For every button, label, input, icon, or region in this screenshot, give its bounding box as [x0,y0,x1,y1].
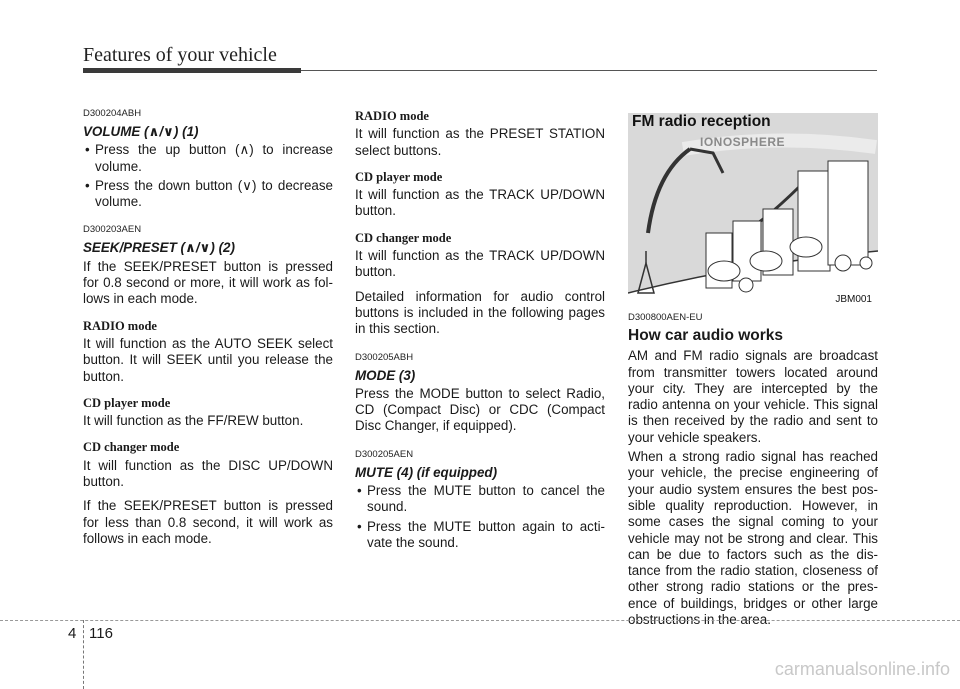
seek-short-press-text: If the SEEK/PRESET button is pressed for less than 0.8 second, it will work as follows in each mode. [83,498,333,546]
list-item: • Press the MUTE button again to acti-vate the sound. [355,519,605,552]
mode-heading: CD changer mode [83,440,180,455]
volume-list [83,142,333,210]
list-item: • Press the down button (∨) to decrease volume. [83,178,333,211]
cd-mode-text: It will function as the FF/REW button. [83,413,304,429]
cd-mode-text: It will function as the TRACK UP/DOWN button. [355,187,605,219]
section-code: D300800AEN-EU [628,312,703,323]
column-3 [628,312,878,628]
changer-mode-text: It will function as the DISC UP/DOWN button. [83,457,333,490]
info-text: Detailed information for audio control buttons is included in the following pages in this section. [355,288,605,337]
section-code: D300204ABH [83,108,142,119]
figure-title: FM radio reception [632,113,771,130]
how-car-audio-works-title: How car audio works [628,327,784,344]
mode-heading: RADIO mode [83,318,157,333]
page-number: 116 [89,625,113,642]
page-header-title: Features of your vehicle [83,44,277,66]
changer-mode-text: It will function as the TRACK UP/DOWN button. [355,248,605,280]
ionosphere-label: IONOSPHERE [700,135,786,149]
list-item: • Press the up button (∧) to increase volume. [83,142,333,175]
header-bar [83,68,301,73]
footer-rule [0,620,960,622]
radio-mode-text: It will function as the AUTO SEEK select button. It will SEEK until you release the button. [83,335,333,384]
mode-button-text: Press the MODE button to select Radio, CD (Compact Disc) or CDC (Compact Disc Changer, if equipped). [355,385,605,434]
footer-divider [83,620,85,689]
watermark: carmanualsonline.info [774,659,950,679]
column-1 [83,108,333,547]
mute-list [355,483,605,551]
radio-mode-text: It will function as the PRESET STATION select buttons. [355,126,605,158]
mode-button-heading: MODE (3) [355,367,416,383]
figure-code: JBM001 [835,294,872,305]
fm-radio-reception-figure [628,113,878,307]
mode-heading: CD changer mode [355,230,452,245]
audio-paragraph-2: When a strong radio signal has reached your vehicle, the precise engineering of your audio system ensures the best pos-sible quality reproduction. However, in some cases the signal coming to your vehicle may not be strong and clear. This can be due to factors such as the dis-tance from the radio station, closeness of other strong radio stations or the pres-ence of buildings, bridges or other large obstructions in the area. [628,449,878,628]
mode-heading: CD player mode [83,395,171,410]
mute-heading: MUTE (4) (if equipped) [355,464,498,480]
section-code: D300205AEN [355,448,414,460]
seek-long-press-text: If the SEEK/PRESET button is pressed for 0.8 second or more, it will work as fol-lows in each mode. [83,258,333,307]
chapter-number: 4 [68,625,77,642]
header-rule [301,70,877,71]
volume-heading: VOLUME (∧/∨) (1) [83,124,199,139]
seek-preset-heading: SEEK/PRESET (∧/∨) (2) [83,240,235,256]
mode-heading: CD player mode [355,169,443,184]
audio-paragraph-1: AM and FM radio signals are broadcast from transmitter towers located around your city. They are intercepted by the radio antenna on your vehicle. This signal is then received by the radio and sent to your vehicle speakers. [628,348,878,445]
column-2 [355,108,605,554]
section-code: D300205ABH [355,351,414,363]
section-code: D300203AEN [83,224,142,236]
mode-heading: RADIO mode [355,109,429,123]
list-item: • Press the MUTE button to cancel the sound. [355,483,605,516]
